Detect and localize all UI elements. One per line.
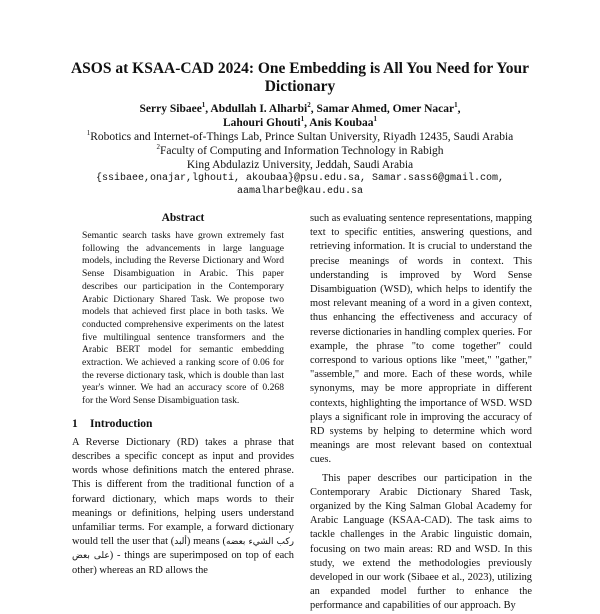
author-name: Omer Nacar	[392, 103, 455, 115]
affiliation-text: Faculty of Computing and Information Technology in Rabigh	[159, 145, 444, 157]
email-line-1: {ssibaee,onajar,lghouti, akoubaa}@psu.edu.sa, Samar.sass6@gmail.com,	[95, 173, 505, 184]
email-line-2: aamalharbe@kau.edu.sa	[236, 186, 364, 197]
affiliation-mark: 1	[300, 115, 305, 124]
author-name: Lahouri Ghouti	[222, 117, 301, 129]
author-name: Anis Koubaa	[309, 117, 374, 129]
affiliation-1	[0, 130, 600, 144]
section-heading-introduction	[72, 418, 294, 430]
paper-title: ASOS at KSAA-CAD 2024: One Embedding is All You Need for Your Dictionary	[70, 60, 529, 95]
affiliation-2b: King Abdulaziz University, Jeddah, Saudi Arabia	[186, 159, 414, 171]
author-name: Serry Sibaee	[139, 103, 202, 115]
affiliation-mark: 2	[156, 143, 160, 152]
author-name: Samar Ahmed	[316, 103, 387, 115]
intro-text: ) - things are superimposed on top of each other) whereas an RD allows the	[72, 550, 294, 576]
paper-header	[0, 60, 600, 198]
section-title: Introduction	[90, 417, 153, 430]
affiliation-2	[0, 144, 600, 158]
intro-text: ) means (	[186, 536, 226, 548]
affiliation-mark: 1	[86, 129, 91, 138]
intro-text: A Reverse Dictionary (RD) takes a phrase that describes a specific concept as input and provides words whose definitions match the entered phrase. This is different from the traditional function of a forward dictionary, which maps words to their meanings or definitions, helping users understand unfamiliar terms. For example, a forward dictionary would tell the user that (	[72, 436, 294, 548]
affiliation-mark: 2	[307, 101, 311, 110]
left-column	[72, 212, 294, 578]
affiliation-text: Robotics and Internet-of-Things Lab, Prince Sultan University, Riyadh 12435, Saudi Arabia	[90, 131, 514, 143]
right-column	[310, 212, 532, 614]
affiliation-mark: 1	[373, 115, 377, 124]
author-line-1: Serry Sibaee$^1$, Abdullah I. Alharbi$^2$, Samar Ahmed, Omer Nacar$^1$,	[139, 101, 461, 115]
intro-paragraph	[72, 436, 294, 578]
author-line-2: Lahouri Ghouti$^1$, Anis Koubaa$^1$	[222, 115, 377, 129]
right-paragraph-1: such as evaluating sentence representations, mapping text to specific entities, answering questions, and retrieving information. It is crucial to understand the precise meanings of words in context. This understanding is improved by Word Sense Disambiguation (WSD), which helps to identify the most relevant meaning of a word in a given context, thus enhancing the effectiveness and accuracy of reverse dictionaries in handling complex queries. For example, the phrase "to come together" could correspond to various options like "meet," "gather," "assemble," and more. Each of these words, while synonyms, may be more appropriate in different contexts, highlighting the importance of WSD. WSD plays a significant role in improving the accuracy of RD systems by helping to determine which word meanings are most relevant based on contextual cues.	[310, 213, 532, 466]
author-name: Abdullah I. Alharbi	[210, 103, 308, 115]
abstract-heading: Abstract	[161, 212, 205, 224]
arabic-definition: ركب الشيء بعضه على بعض	[72, 537, 294, 562]
right-paragraph-2: This paper describes our participation in the Contemporary Arabic Dictionary Shared Task, organized by the King Salman Global Academy for Arabic Language (KSAA-CAD). The task aims to tackle challenges in the Arabic linguistic domain, focusing on two main areas: RD and WSD. In this study, we extend the methodologies previously developed in our work (Sibaee et al., 2023), utilizing an expanded model further to enhance the performance and capabilities of our approach. By	[310, 472, 532, 612]
abstract-text: Semantic search tasks have grown extremely fast following the advancements in large language models, including the Reverse Dictionary and Word Sense Disambiguation in Arabic. This paper describes our participation in the Contemporary Arabic Dictionary Shared Task. We propose two models that achieved first place in both tasks. We conducted comprehensive experiments on the latest five multilingual sentence transformers and the Arabic BERT model for semantic embedding extraction. We achieved a ranking score of 0.06 for the reverse dictionary task, which is double than last year's winner. We had an accuracy score of 0.268 for the Word Sense Disambiguation task.	[82, 230, 284, 407]
affiliation-mark: 1	[454, 101, 458, 110]
arabic-word: ألبد	[174, 537, 187, 548]
affiliation-mark: 1	[201, 101, 206, 110]
author-list	[0, 102, 600, 130]
section-number: 1	[72, 417, 78, 430]
